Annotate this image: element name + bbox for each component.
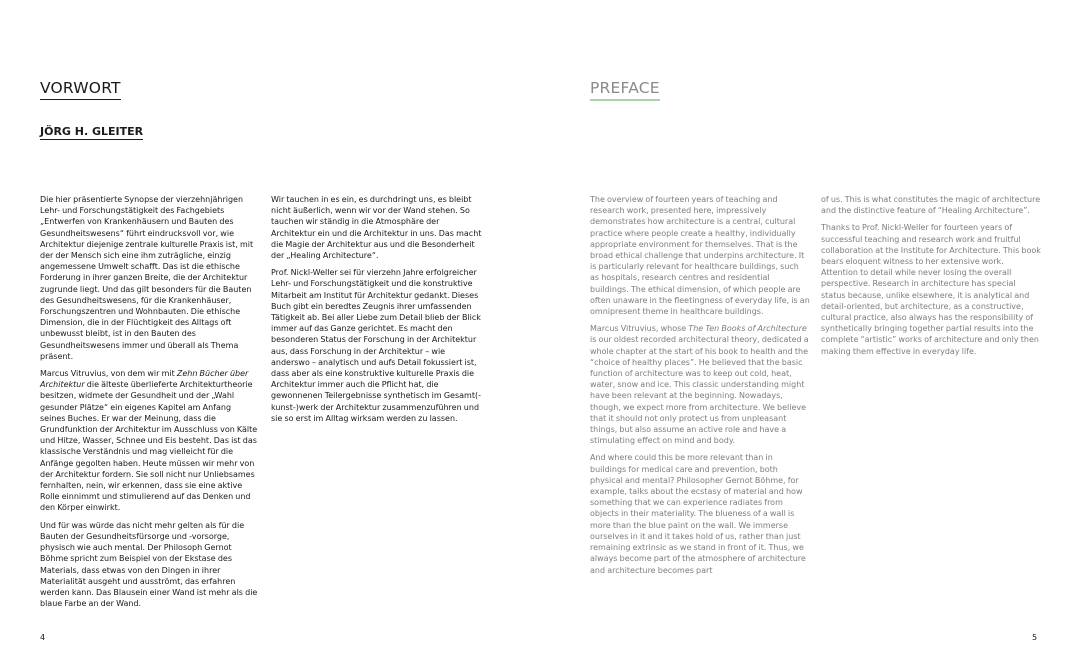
german-paragraph-2 xyxy=(40,368,258,514)
english-paragraph-2 xyxy=(590,323,810,446)
text-run: die älteste überlieferte Architekturtheorie besitzen, widmete der Gesundheit und der „Wahl gesunder Plätze“ ein eigenes Kapitel am Anfang seines Buches. Er war der Meinung, dass die Grundfunktion der Architektur im Ausschluss von Kälte und Hitze, Wasser, Schnee und Eis besteht. Das ist das klassische Verständnis und mag vielleicht für die Anfänge gegolten haben. Heute müssen wir mehr von der Architektur fordern. Sie soll nicht nur Unliebsames fernhalten, nein, wir erkennen, dass sie eine aktive Rolle einnimmt und stimulierend auf das Denken und den Körper einwirkt. xyxy=(40,380,258,513)
right-page-english xyxy=(538,0,1077,652)
english-column-2 xyxy=(821,194,1041,363)
heading-preface: PREFACE xyxy=(590,78,660,101)
german-paragraph-5: Prof. Nickl-Weller sei für vierzehn Jahre erfolgreicher Lehr- und Forschungstätigkeit und die konstruktive Mitarbeit am Institut für Architektur gedankt. Dieses Buch gibt ein beredtes Zeugnis ihrer umfassenden Tätigkeit ab. Bei aller Liebe zum Detail blieb der Blick immer auf das Ganze gerichtet. Es macht den besonderen Status der Forschung in der Architektur aus, dass Forschung in der Architektur – wie anderswo – analytisch und aufs Detail fokussiert ist, dass aber als eine konstruktive kulturelle Praxis die Architektur immer auch die Pflicht hat, die gewonnenen Teilergebnisse synthetisch im Gesamt(-kunst-)werk der Architektur zusammenzuführen und sie so erst im Alltag wirksam werden zu lassen. xyxy=(271,268,481,423)
german-column-2 xyxy=(271,194,485,430)
book-title-italic: Zehn Bücher über Architektur xyxy=(40,369,249,390)
german-paragraph-4: Wir tauchen in es ein, es durchdringt uns, es bleibt nicht äußerlich, wenn wir vor der Wand stehen. So tauchen wir ständig in die Atmosphäre der Architektur ein und die Architektur in uns. Das macht die Magie der Architektur aus und die Besonderheit der „Healing Architecture“. xyxy=(271,195,482,261)
english-paragraph-4: of us. This is what constitutes the magic of architecture and the distinctive feature of “Healing Architecture”. xyxy=(821,195,1041,216)
english-column-1 xyxy=(590,194,810,582)
english-paragraph-3: And where could this be more relevant than in buildings for medical care and prevention, both physical and mental? Philosopher Gernot Böhme, for example, talks about the ecstasy of material and how something that we can experience radiates from objects in their materiality. The blueness of a wall is more than the blue paint on the wall. We immerse ourselves in it and it takes hold of us, rather than just remaining extrinsic as we stand in front of it. Thus, we always become part of the atmosphere of architecture and architecture becomes part xyxy=(590,453,806,575)
text-run: is our oldest recorded architectural theory, dedicated a whole chapter at the start of his book to health and the “choice of healthy places”. He believed that the basic function of architecture was to keep out cold, heat, water, snow and ice. This classic understanding might have been relevant at the beginning. Nowadays, though, we expect more from architecture. We believe that it should not only protect us from unpleasant things, but also assume an active role and have a stimulating effect on mind and body. xyxy=(590,335,809,446)
german-column-1 xyxy=(40,194,258,615)
page-number-right: 5 xyxy=(1032,633,1038,642)
text-run: Marcus Vitruvius, von dem wir mit xyxy=(40,369,177,379)
heading-vorwort: VORWORT xyxy=(40,78,121,100)
english-paragraph-5: Thanks to Prof. Nickl-Weller for fourteen years of successful teaching and research work and fruitful collaboration at the Institute for Architecture. This book bears eloquent witness to her extensive work. Attention to detail while never losing the overall perspective. Research in architecture has special status because, unlike elsewhere, it is analytical and detail-oriented, but architecture, as a constructive, cultural practice, also always has the responsibility of synthetically bringing together partial results into the complete “artistic” works of architecture and only then making them effective in everyday life. xyxy=(821,223,1041,356)
german-paragraph-3: Und für was würde das nicht mehr gelten als für die Bauten der Gesundheitsfürsorge und -vorsorge, physisch wie auch mental. Der Philosoph Gernot Böhme spricht zum Beispiel von der Ekstase des Materials, dass etwas von den Dingen in ihrer Materialität ausgeht und ausströmt, das erfahren werden kann. Das Blausein einer Wand ist mehr als die blaue Farbe an der Wand. xyxy=(40,520,258,609)
author-name: JÖRG H. GLEITER xyxy=(40,125,144,138)
english-paragraph-1: The overview of fourteen years of teaching and research work, presented here, impressively demonstrates how architecture is a central, cultural practice where people create a healthy, individually appropriate environment for themselves. That is the broad ethical challenge that underpins architecture. It is particularly relevant for healthcare buildings, such as hospitals, research centres and residential buildings. The ethical dimension, of which people are often unaware in the fleetingness of everyday life, is an omnipresent theme in healthcare buildings. xyxy=(590,195,810,317)
page-number-left: 4 xyxy=(40,633,46,642)
text-run: Marcus Vitruvius, whose xyxy=(590,324,689,334)
german-paragraph-1: Die hier präsentierte Synopse der vierzehnjährigen Lehr- und Forschungstätigkeit des Fachgebiets „Entwerfen von Krankenhäusern und Bauten des Gesundheitswesens“ führt eindrucksvoll vor, wie Architektur diejenige zentrale kulturelle Praxis ist, mit der der Mensch sich eine ihm zuträgliche, einzig angemessene Umwelt schafft. Das ist die ethische Forderung in ihrer ganzen Breite, die der Architektur zugrunde liegt. Und das gilt besonders für die Bauten des Gesundheitswesens, für die Krankenhäuser, Forschungszentren und Wohnbauten. Die ethische Dimension, die in der Flüchtigkeit des Alltags oft unbewusst bleibt, ist in den Bauten des Gesundheitswesens immer und überall als Thema präsent. xyxy=(40,195,254,361)
book-title-italic: The Ten Books of Architecture xyxy=(688,324,807,334)
left-page-german xyxy=(0,0,538,652)
